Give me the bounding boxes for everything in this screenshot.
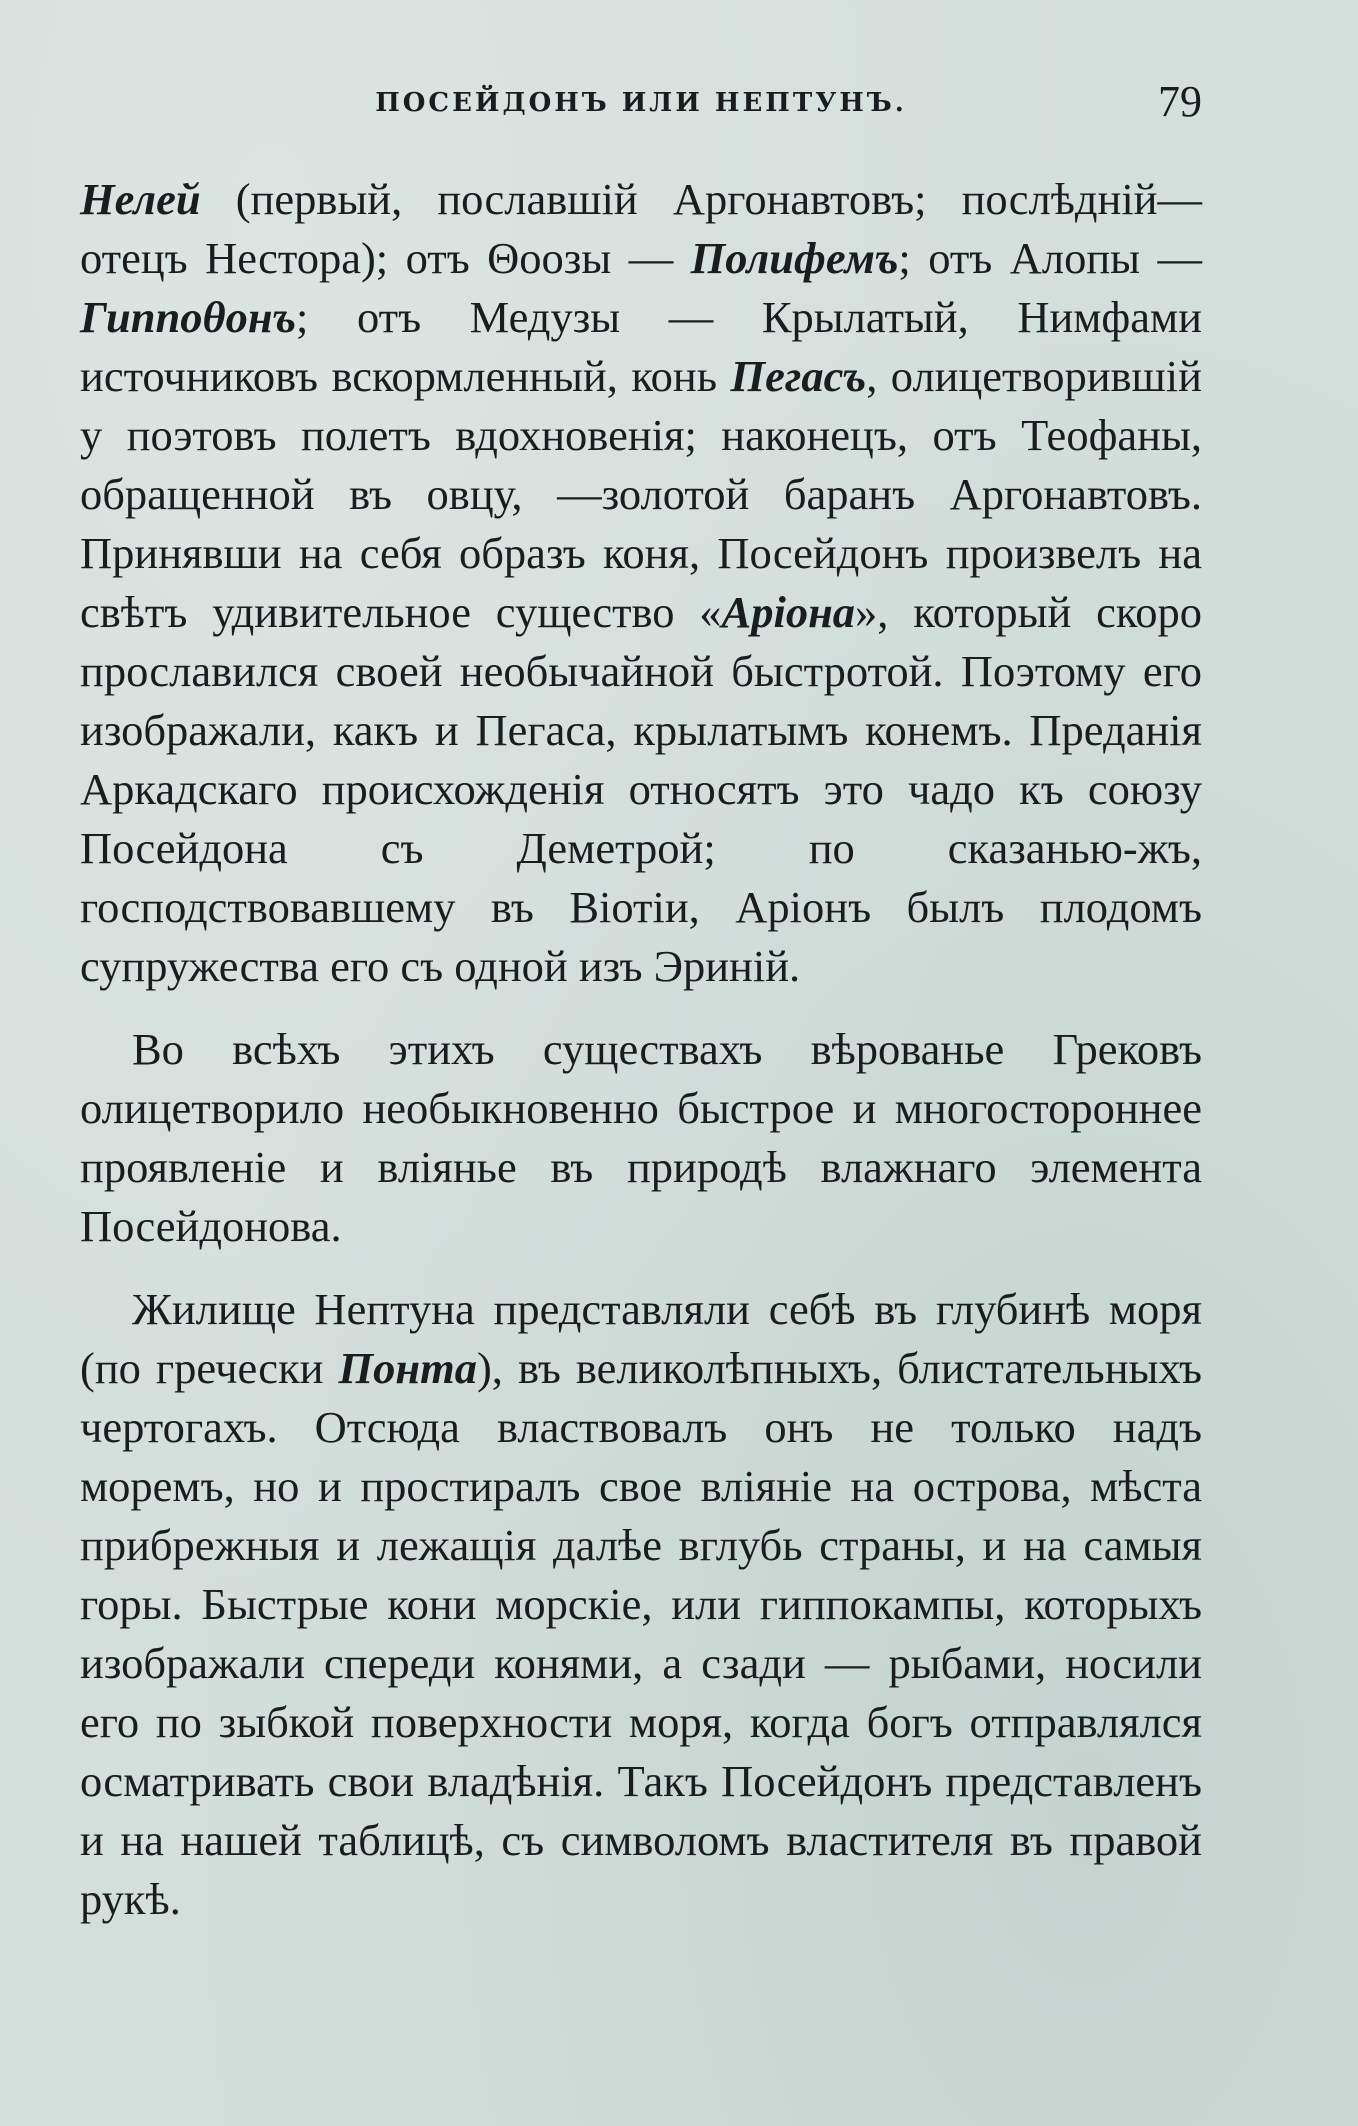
text-segment: ; отъ Медузы — Крылатый, Нимфами источниковъ вскормленный, конь [80,292,1202,401]
text-segment: Понта [338,1343,477,1393]
paragraph-3 [80,1280,1202,1929]
page-header [80,70,1202,130]
text-segment: ), въ великолѣпныхъ, блистательныхъ чертогахъ. Отсюда властвовалъ онъ не только надъ моремъ, но и простиралъ свое вліяніе на острова, мѣста прибрежныя и лежащія далѣе вглубь страны, и на самыя горы. Быстрые кони морскіе, или гиппокампы, которыхъ изображали спереди конями, а сзади — рыбами, носили его по зыбкой поверхности моря, когда богъ отправлялся осматривать свои владѣнія. Такъ Посейдонъ представленъ и на нашей таблицѣ, съ символомъ властителя въ правой рукѣ. [80,1343,1202,1924]
text-segment: Гиппоθонъ [80,292,297,342]
text-segment: (первый, пославшій Аргонавтовъ; послѣдній— отецъ Нестора); отъ Θоозы — [80,174,1202,283]
text-segment: Жилище Нептуна представляли себѣ въ глубинѣ моря (по гречески [80,1284,1202,1393]
text-segment: Аріона [721,587,856,637]
text-segment: , олицетворившій у поэтовъ полетъ вдохновенія; наконецъ, отъ Теофаны, обращенной въ овцу, —золотой баранъ Аргонавтовъ. Принявши на себя образъ коня, Посейдонъ произвелъ на свѣтъ удивительное существо « [80,351,1202,637]
text-segment: Нелей [80,174,201,224]
text-segment: Полифемъ [690,233,899,283]
paragraph-1 [80,170,1202,996]
text-segment: Во всѣхъ этихъ существахъ вѣрованье Грековъ олицетворило необыкновенно быстрое и многостороннее проявленіе и вліянье въ природѣ влажнаго элемента Посейдонова. [80,1024,1202,1251]
text-segment: ; отъ Алопы — [898,233,1202,283]
text-segment: Пегасъ [730,351,867,401]
page-number: 79 [1158,77,1202,126]
running-head: ПОСЕЙДОНЪ ИЛИ НЕПТУНЪ. [375,88,907,118]
text-segment: », который скоро прославился своей необычайной быстротой. Поэтому его изображали, какъ и Пегаса, крылатымъ конемъ. Преданія Аркадскаго происхожденія относятъ это чадо къ союзу Посейдона съ Деметрой; по сказанью-жъ, господствовавшему въ Віотіи, Аріонъ былъ плодомъ супружества его съ одной изъ Эриній. [80,587,1202,991]
body-text [80,170,1202,1953]
paragraph-2 [80,1020,1202,1256]
